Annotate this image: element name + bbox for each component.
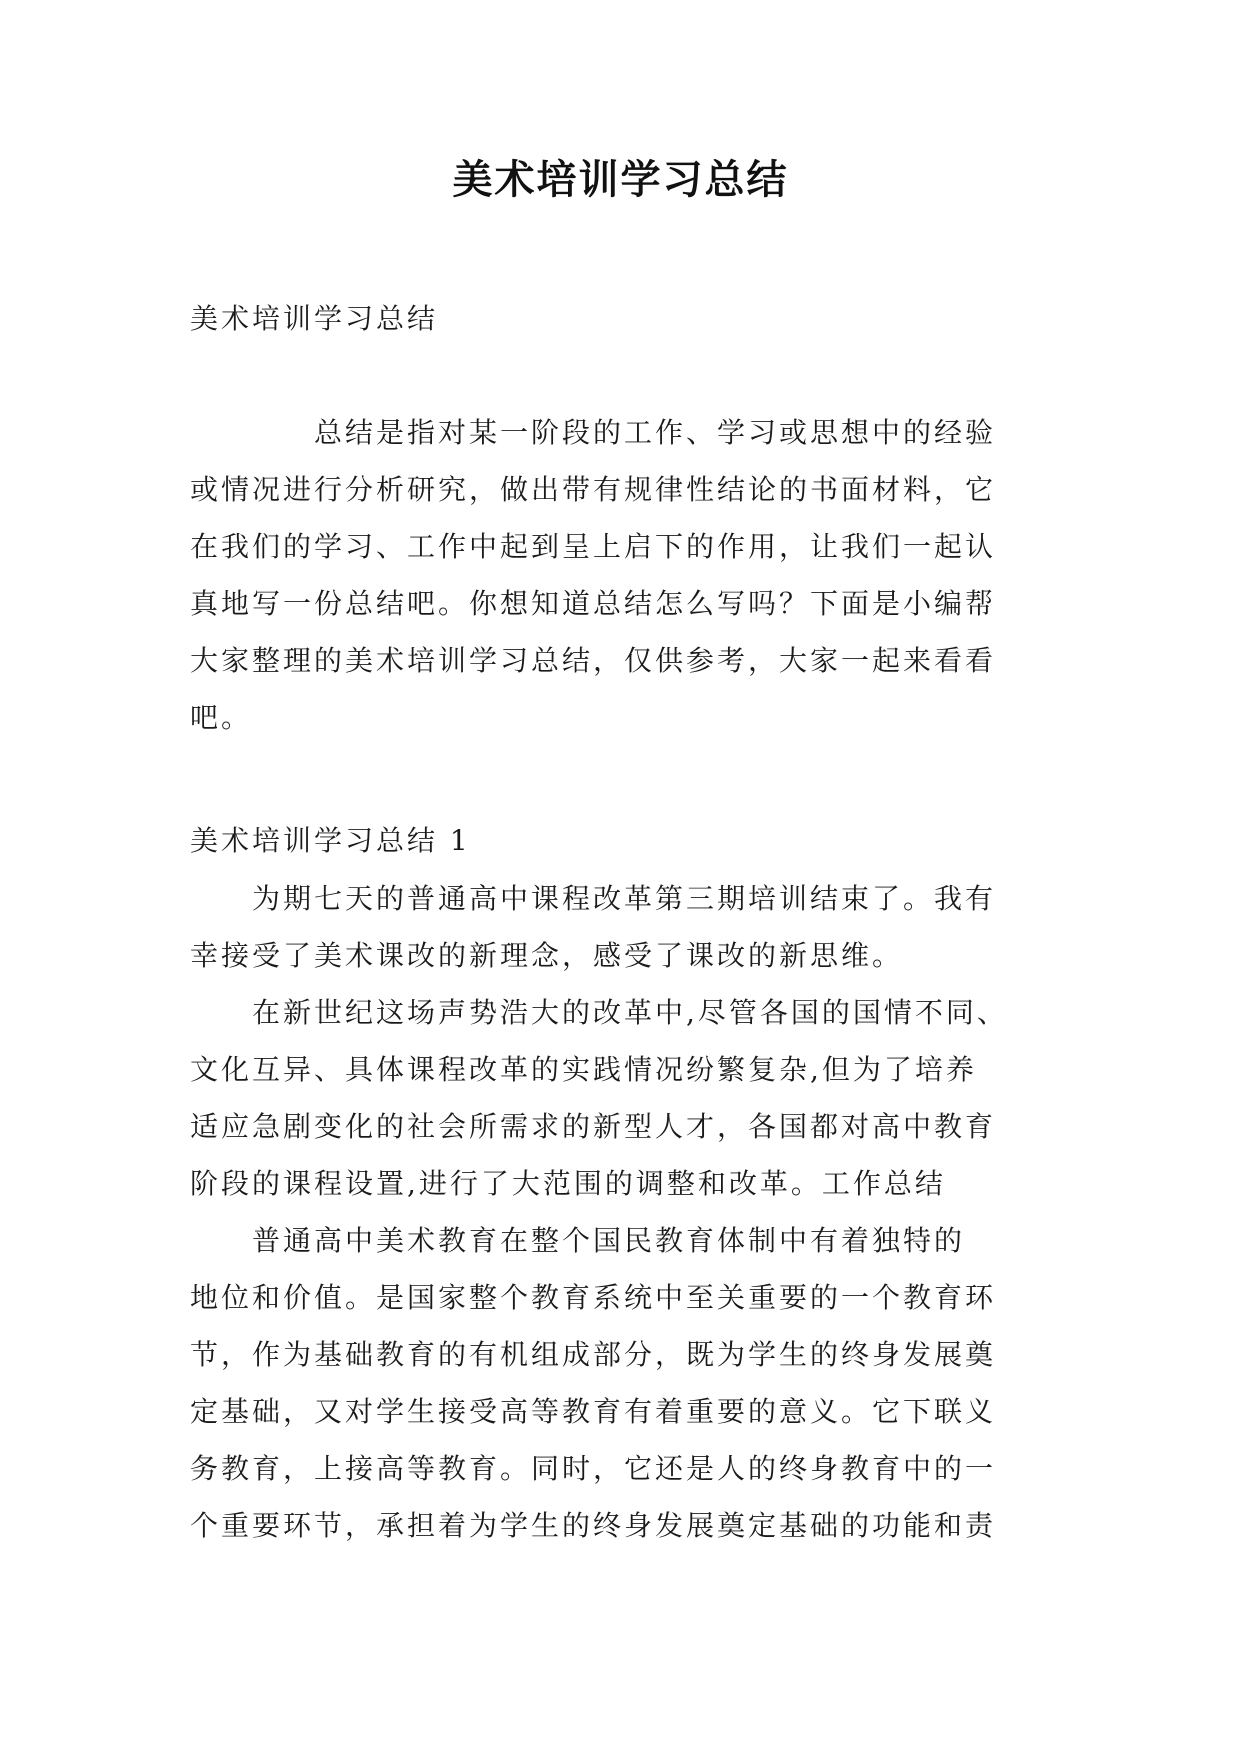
body-line: 定基础，又对学生接受高等教育有着重要的意义。它下联义 <box>190 1395 997 1428</box>
intro-paragraph <box>190 404 1060 746</box>
body-line: 普通高中美术教育在整个国民教育体制中有着独特的 <box>190 1224 966 1257</box>
body-line: 为期七天的普通高中课程改革第三期培训结束了。我有 <box>190 882 997 915</box>
body-line: 文化互异、具体课程改革的实践情况纷繁复杂,但为了培养 <box>190 1053 977 1086</box>
section-1-heading: 美术培训学习总结 1 <box>190 824 471 857</box>
intro-line: 真地写一份总结吧。你想知道总结怎么写吗？下面是小编帮 <box>190 587 997 620</box>
section-1-body <box>190 870 1060 1554</box>
body-line: 务教育，上接高等教育。同时，它还是人的终身教育中的一 <box>190 1452 997 1485</box>
body-line: 在新世纪这场声势浩大的改革中,尽管各国的国情不同、 <box>190 996 1008 1029</box>
document-subtitle: 美术培训学习总结 <box>190 302 439 335</box>
intro-line: 总结是指对某一阶段的工作、学习或思想中的经验 <box>190 416 997 449</box>
body-line: 幸接受了美术课改的新理念，感受了课改的新思维。 <box>190 939 904 972</box>
body-line: 适应急剧变化的社会所需求的新型人才，各国都对高中教育 <box>190 1110 997 1143</box>
body-line: 节，作为基础教育的有机组成部分，既为学生的终身发展奠 <box>190 1338 997 1371</box>
document-title: 美术培训学习总结 <box>452 157 789 203</box>
intro-line: 吧。 <box>190 701 253 734</box>
body-line: 个重要环节，承担着为学生的终身发展奠定基础的功能和责 <box>190 1509 997 1542</box>
intro-line: 在我们的学习、工作中起到呈上启下的作用，让我们一起认 <box>190 530 997 563</box>
intro-line: 大家整理的美术培训学习总结，仅供参考，大家一起来看看 <box>190 644 997 677</box>
body-line: 地位和价值。是国家整个教育系统中至关重要的一个教育环 <box>190 1281 997 1314</box>
body-line: 阶段的课程设置,进行了大范围的调整和改革。工作总结 <box>190 1167 946 1200</box>
intro-line: 或情况进行分析研究，做出带有规律性结论的书面材料，它 <box>190 473 997 506</box>
